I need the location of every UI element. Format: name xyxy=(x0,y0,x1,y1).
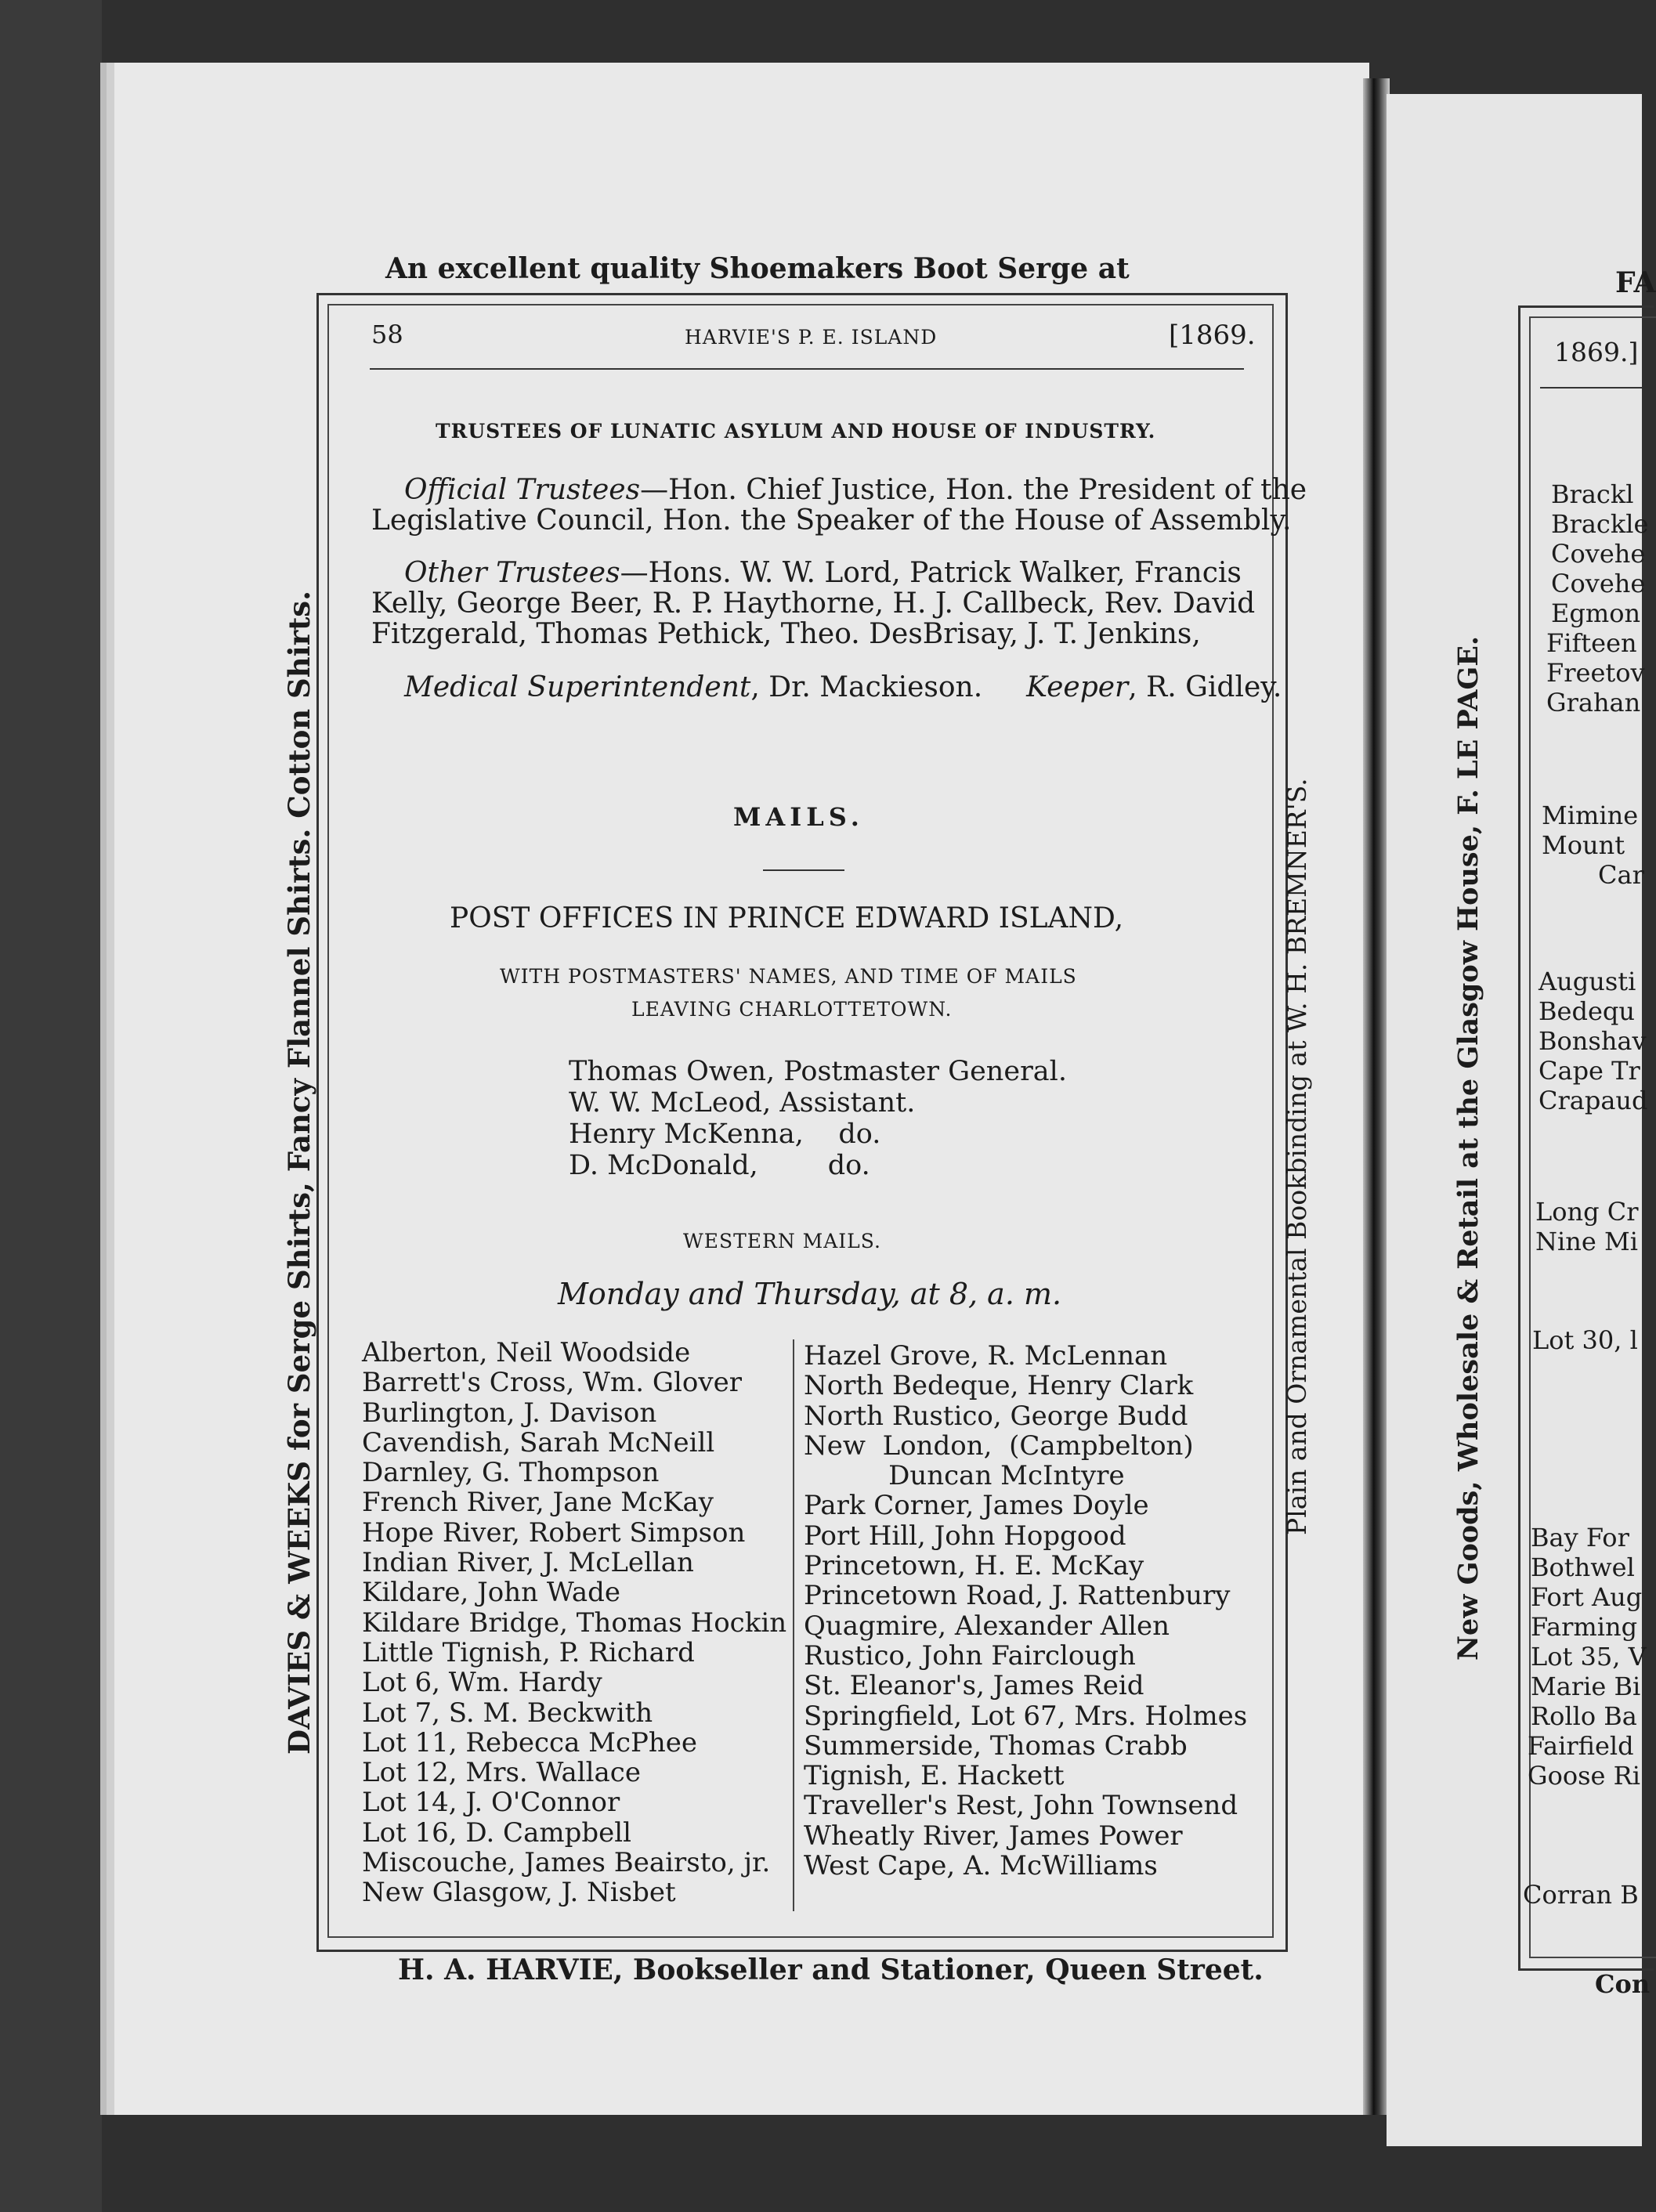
next-page-item: Crapaud xyxy=(1538,1086,1648,1115)
list-item: Lot 16, D. Campbell xyxy=(362,1816,631,1849)
left-margin-advert: DAVIES & WEEKS for Serge Shirts, Fancy Flannel Shirts. Cotton Shirts. xyxy=(282,591,316,1755)
list-item: Little Tignish, P. Richard xyxy=(362,1636,695,1668)
next-page-item: Fort Aug xyxy=(1531,1582,1643,1612)
leaving-charlottetown: LEAVING CHARLOTTETOWN. xyxy=(631,998,953,1021)
list-item: Burlington, J. Davison xyxy=(362,1397,657,1429)
keeper-value: , R. Gidley. xyxy=(1128,671,1282,703)
list-item: West Cape, A. McWilliams xyxy=(804,1850,1158,1882)
next-page-item: Egmon xyxy=(1551,598,1641,628)
next-page-margin-advert: New Goods, Wholesale & Retail at the Glasgow House, F. LE PAGE. xyxy=(1452,635,1484,1661)
next-page-item: Bay For xyxy=(1531,1523,1629,1552)
page-number: 58 xyxy=(371,320,403,349)
list-item: Hope River, Robert Simpson xyxy=(362,1516,746,1549)
other-trustees-text-1: —Hons. W. W. Lord, Patrick Walker, Francis xyxy=(620,557,1242,589)
keeper-label: Keeper xyxy=(1026,671,1129,703)
other-trustees-text-2: Kelly, George Beer, R. P. Haythorne, H. J. Callbeck, Rev. David xyxy=(371,587,1256,620)
list-item: Wheatly River, James Power xyxy=(804,1820,1183,1852)
mail-schedule: Monday and Thursday, at 8, a. m. xyxy=(558,1277,1062,1311)
book-gutter xyxy=(1363,78,1390,2115)
list-item: Quagmire, Alexander Allen xyxy=(804,1610,1170,1642)
list-item: New Glasgow, J. Nisbet xyxy=(362,1877,676,1909)
western-mails-right-column xyxy=(804,1341,1247,1881)
list-item: St. Eleanor's, James Reid xyxy=(804,1670,1144,1702)
list-item: Princetown, H. E. McKay xyxy=(804,1550,1144,1582)
list-item: Kildare, John Wade xyxy=(362,1577,621,1609)
next-page-item: Grahan xyxy=(1546,688,1641,717)
medical-superintendent-value: , Dr. Mackieson. xyxy=(750,671,983,703)
list-item: Summerside, Thomas Crabb xyxy=(804,1729,1188,1762)
list-item: Lot 14, J. O'Connor xyxy=(362,1787,620,1819)
next-page-item: Covehe xyxy=(1551,539,1646,569)
next-page-item: Nine Mi xyxy=(1535,1227,1638,1256)
top-banner: An excellent quality Shoemakers Boot Serge at xyxy=(385,252,1130,285)
list-item: Rustico, John Fairclough xyxy=(804,1639,1136,1672)
other-trustees-paragraph xyxy=(371,558,1256,649)
western-mails-left-column xyxy=(362,1338,786,1908)
next-page-item: Rollo Ba xyxy=(1531,1701,1637,1731)
other-trustees-label: Other Trustees xyxy=(404,557,620,589)
next-page-item: Fifteen xyxy=(1546,628,1637,658)
list-item: New London, (Campbelton) xyxy=(804,1429,1194,1462)
background-left xyxy=(0,0,102,2212)
list-item: Indian River, J. McLellan xyxy=(362,1547,694,1579)
other-trustees-text-3: Fitzgerald, Thomas Pethick, Theo. DesBrisay, J. T. Jenkins, xyxy=(371,618,1201,650)
next-page-item: Mount xyxy=(1542,830,1625,860)
list-item: Princetown Road, J. Rattenbury xyxy=(804,1580,1231,1612)
next-page-item: Cape Tr xyxy=(1538,1056,1640,1086)
list-item: North Bedeque, Henry Clark xyxy=(804,1370,1194,1402)
list-item: Miscouche, James Beairsto, jr. xyxy=(362,1847,771,1879)
next-page-top-fragment: FA xyxy=(1615,266,1656,299)
list-item: Barrett's Cross, Wm. Glover xyxy=(362,1367,742,1399)
next-page-item: Goose Ri xyxy=(1528,1761,1640,1791)
right-margin-advert: Plain and Ornamental Bookbinding at W. H. BREMNER'S. xyxy=(1282,778,1312,1535)
header-year: [1869. xyxy=(1169,320,1256,351)
official-line: Henry McKenna, do. xyxy=(569,1119,881,1150)
list-item: Alberton, Neil Woodside xyxy=(362,1337,691,1368)
next-page-item: Lot 30, l xyxy=(1532,1325,1638,1355)
next-page-item: Brackl xyxy=(1551,479,1634,509)
list-item: Cavendish, Sarah McNeill xyxy=(362,1426,715,1458)
running-title: HARVIE'S P. E. ISLAND xyxy=(685,326,938,349)
next-page-item: Freetov xyxy=(1546,658,1645,688)
list-item: Darnley, G. Thompson xyxy=(362,1457,660,1489)
list-item: Duncan McIntyre xyxy=(804,1460,1125,1492)
list-item: Springfield, Lot 67, Mrs. Holmes xyxy=(804,1700,1248,1732)
next-page-item: Fairfield xyxy=(1528,1731,1634,1761)
list-item: Lot 7, S. M. Beckwith xyxy=(362,1697,653,1729)
mails-heading: MAILS. xyxy=(733,802,864,832)
next-page-item: Car xyxy=(1598,860,1644,890)
next-page-item: Marie Bi xyxy=(1531,1672,1641,1701)
next-page-item: Augusti xyxy=(1538,967,1636,996)
next-page-year: 1869.] xyxy=(1554,337,1639,367)
next-page-header-rule xyxy=(1540,387,1642,389)
next-page-item: Lot 35, V xyxy=(1531,1642,1647,1672)
list-item: Park Corner, James Doyle xyxy=(804,1490,1149,1522)
medical-superintendent-label: Medical Superintendent xyxy=(404,671,751,703)
postmasters-subheading: WITH POSTMASTERS' NAMES, AND TIME OF MAILS xyxy=(500,965,1077,988)
list-item: French River, Jane McKay xyxy=(362,1487,714,1519)
list-item: Kildare Bridge, Thomas Hockin xyxy=(362,1607,787,1639)
official-line: Thomas Owen, Postmaster General. xyxy=(569,1056,1067,1087)
list-item: North Rustico, George Budd xyxy=(804,1400,1188,1432)
official-line: W. W. McLeod, Assistant. xyxy=(569,1087,916,1119)
header-rule xyxy=(370,368,1244,370)
next-page-item: Mimine xyxy=(1542,801,1639,830)
next-page-item: Covehe xyxy=(1551,569,1646,598)
official-line: D. McDonald, do. xyxy=(569,1150,870,1181)
official-trustees-paragraph xyxy=(371,474,1307,537)
official-trustees-label: Official Trustees xyxy=(404,474,641,506)
next-page-item: Bothwel xyxy=(1531,1552,1635,1582)
next-page-bottom-fragment: Con xyxy=(1595,1969,1651,1999)
official-trustees-text-1: —Hon. Chief Justice, Hon. the President of the xyxy=(640,474,1307,506)
postmaster-officials xyxy=(569,1056,1067,1181)
list-item: Tignish, E. Hackett xyxy=(804,1760,1065,1792)
western-mails-heading: WESTERN MAILS. xyxy=(683,1230,881,1252)
list-item: Lot 6, Wm. Hardy xyxy=(362,1667,602,1699)
next-page-item: Bonshav xyxy=(1538,1026,1647,1056)
next-page-item: Long Cr xyxy=(1535,1197,1639,1227)
post-offices-heading: POST OFFICES IN PRINCE EDWARD ISLAND, xyxy=(450,902,1124,934)
trustees-heading: TRUSTEES OF LUNATIC ASYLUM AND HOUSE OF INDUSTRY. xyxy=(436,420,1156,443)
official-trustees-text-2: Legislative Council, Hon. the Speaker of the House of Assembly. xyxy=(371,504,1292,537)
footer-advert: H. A. HARVIE, Bookseller and Stationer, Queen Street. xyxy=(398,1954,1264,1986)
next-page-item: Bedequ xyxy=(1538,996,1635,1026)
list-item: Traveller's Rest, John Townsend xyxy=(804,1790,1238,1822)
next-page-item: Corran B xyxy=(1523,1880,1639,1910)
next-page-item: Farming xyxy=(1531,1612,1638,1642)
list-item: Hazel Grove, R. McLennan xyxy=(804,1340,1168,1372)
superintendent-line xyxy=(371,671,1282,703)
column-divider xyxy=(793,1339,794,1911)
list-item: Lot 11, Rebecca McPhee xyxy=(362,1726,698,1758)
next-page-item: Brackle xyxy=(1551,509,1649,539)
list-item: Lot 12, Mrs. Wallace xyxy=(362,1757,641,1789)
list-item: Port Hill, John Hopgood xyxy=(804,1520,1126,1552)
mails-heading-rule xyxy=(763,869,844,871)
